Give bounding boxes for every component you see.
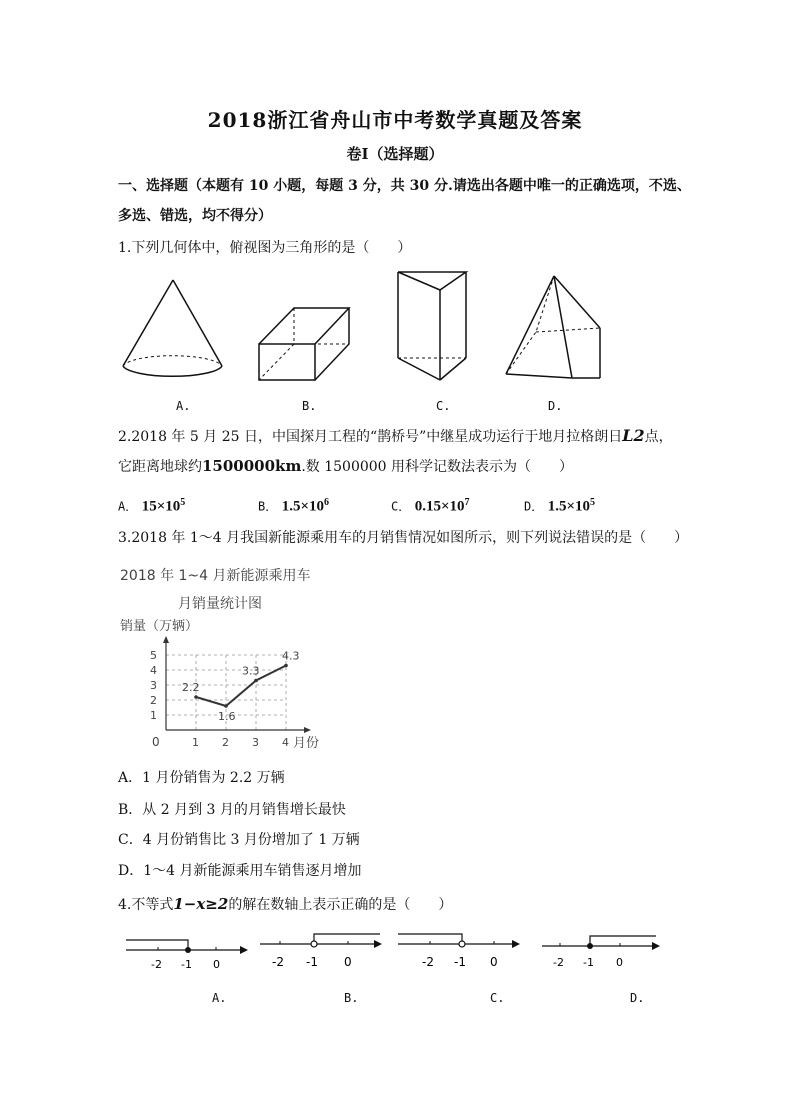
q4d-tick-0: 0 bbox=[616, 956, 623, 969]
data-point bbox=[254, 679, 258, 683]
q4c-tick-0: 0 bbox=[490, 955, 498, 969]
section-header-line2: 多选、错选，均不得分） bbox=[118, 208, 272, 224]
q4a-tick-m2: -2 bbox=[151, 958, 162, 971]
q4-label-c: C. bbox=[490, 991, 505, 1005]
q4-label-a: A. bbox=[212, 991, 227, 1005]
q4-numberline-b bbox=[258, 930, 382, 970]
x-tick-label: 3 bbox=[252, 736, 259, 749]
data-label: 3.3 bbox=[242, 664, 260, 678]
q2-option-c: C． $0.15\times 10^7$ bbox=[391, 497, 470, 515]
q3-option-b: B．从 2 月到 3 月的月销售增长最快 bbox=[118, 802, 346, 818]
q3-sales-chart bbox=[118, 560, 348, 760]
y-tick-label: 1 bbox=[150, 709, 157, 722]
q3-stem: 3.2018 年 1～4 月我国新能源乘用车的月销售情况如图所示，则下列说法错误的是（ ） bbox=[118, 530, 689, 546]
x-axis-arrow bbox=[304, 727, 311, 733]
q1-label-b: B. bbox=[302, 399, 317, 413]
q1-label-d: D. bbox=[548, 399, 563, 413]
y-tick-label: 2 bbox=[150, 694, 157, 707]
q1-pyramid-figure bbox=[502, 272, 607, 384]
q4c-tick-m2: -2 bbox=[422, 955, 434, 969]
q1-prism-figure bbox=[392, 268, 472, 386]
q2-stem-line1: 2.2018 年 5 月 25 日，中国探月工程的“鹊桥号”中继星成功运行于地月拉格朗日L2点， bbox=[118, 426, 673, 445]
q4d-tick-m1: -1 bbox=[583, 956, 594, 969]
chart-xlabel: 月份 bbox=[293, 736, 320, 751]
q3-option-a: A．1 月份销售为 2.2 万辆 bbox=[118, 770, 285, 786]
q4b-tick-m1: -1 bbox=[306, 955, 318, 969]
section-header-line1: 一、选择题（本题有 10 小题，每题 3 分，共 30 分.请选出各题中唯一的正确选项，不选、 bbox=[118, 178, 691, 194]
q1-cone-figure bbox=[118, 278, 233, 388]
data-label: 1.6 bbox=[218, 710, 236, 723]
data-label: 4.3 bbox=[282, 649, 300, 663]
y-tick-label: 5 bbox=[150, 649, 157, 662]
data-point bbox=[194, 695, 198, 699]
data-point bbox=[284, 664, 288, 668]
q4a-tick-m1: -1 bbox=[181, 958, 192, 971]
q1-stem: 1.下列几何体中，俯视图为三角形的是（ ） bbox=[118, 240, 412, 256]
q4a-tick-0: 0 bbox=[213, 958, 220, 971]
q3-option-d: D．1～4 月新能源乘用车销售逐月增加 bbox=[118, 863, 362, 879]
y-axis-arrow bbox=[163, 636, 169, 643]
chart-title: 2018 年 1~4 月新能源乘用车 bbox=[120, 568, 311, 584]
y-tick-label: 3 bbox=[150, 679, 157, 692]
q4-numberline-c bbox=[396, 930, 520, 970]
chart-ylabel: 销量（万辆） bbox=[120, 619, 199, 634]
q4c-tick-m1: -1 bbox=[454, 955, 466, 969]
q4-numberline-a bbox=[124, 932, 248, 972]
q4-label-d: D. bbox=[630, 991, 645, 1005]
q4-numberline-d bbox=[540, 932, 664, 972]
x-tick-label: 2 bbox=[222, 736, 229, 749]
q4b-tick-0: 0 bbox=[344, 955, 352, 969]
x-tick-label: 1 bbox=[192, 736, 199, 749]
paper-subtitle: 卷Ⅰ（选择题） bbox=[346, 145, 444, 163]
q2-option-d: D． $1.5\times 10^5$ bbox=[524, 497, 595, 515]
y-tick-label: 4 bbox=[150, 664, 157, 677]
chart-origin: 0 bbox=[152, 735, 160, 749]
q1-label-a: A. bbox=[176, 399, 191, 413]
data-point bbox=[224, 704, 228, 708]
q3-option-c: C．4 月份销售比 3 月份增加了 1 万辆 bbox=[118, 832, 360, 848]
q2-option-b: B． $1.5\times 10^6$ bbox=[258, 497, 329, 515]
chart-subtitle: 月销量统计图 bbox=[178, 596, 262, 612]
q2-stem-line2: 它距离地球约1500000km.数 1500000 用科学记数法表示为（ ） bbox=[118, 457, 574, 475]
page-title: 2018浙江省舟山市中考数学真题及答案 bbox=[207, 108, 583, 132]
q4-stem: 4.不等式1−x≥2的解在数轴上表示正确的是（ ） bbox=[118, 895, 453, 913]
q4-label-b: B. bbox=[344, 991, 359, 1005]
q4d-tick-m2: -2 bbox=[553, 956, 564, 969]
q1-cuboid-figure bbox=[256, 304, 356, 384]
q4b-tick-m2: -2 bbox=[272, 955, 284, 969]
x-tick-label: 4 bbox=[282, 736, 289, 749]
data-label: 2.2 bbox=[182, 681, 200, 694]
q1-label-c: C. bbox=[436, 399, 451, 413]
q2-option-a: A． $15\times 10^5$ bbox=[118, 497, 186, 515]
